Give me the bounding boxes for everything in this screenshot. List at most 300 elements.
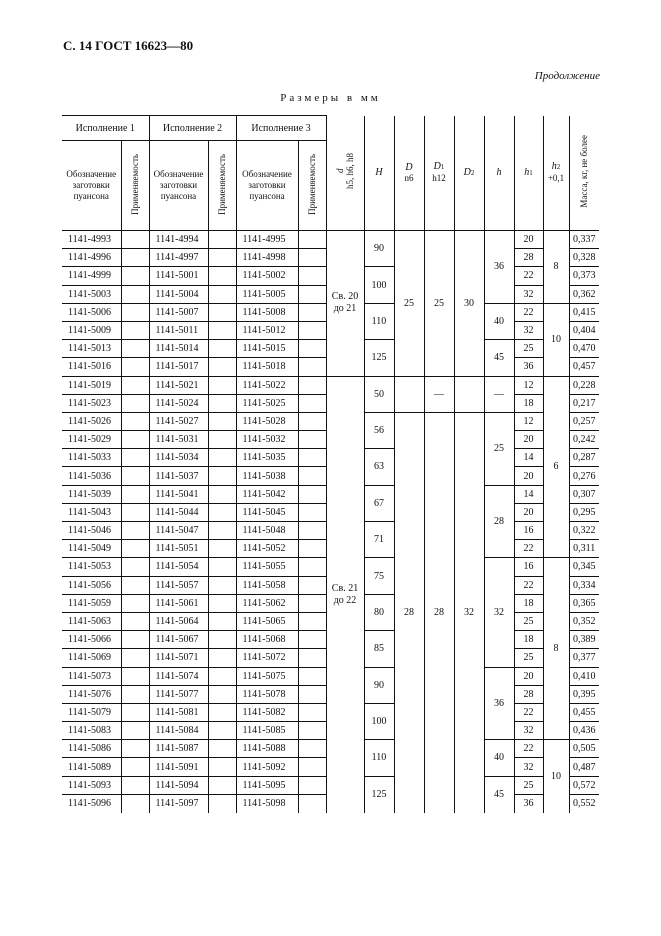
massa-cell: 0,322 <box>569 522 599 540</box>
code-ispolnenie-1: 1141-5039 <box>62 485 121 503</box>
primenyaemost-3 <box>298 249 326 267</box>
header-massa: Масса, кг, не более <box>569 116 599 231</box>
D2-cell: 30 <box>454 231 484 377</box>
h1-cell: 36 <box>514 794 543 812</box>
code-ispolnenie-3: 1141-5002 <box>236 267 298 285</box>
code-ispolnenie-2: 1141-5034 <box>149 449 208 467</box>
primenyaemost-1 <box>121 758 149 776</box>
primenyaemost-3 <box>298 321 326 339</box>
primenyaemost-1 <box>121 485 149 503</box>
code-ispolnenie-1: 1141-5013 <box>62 340 121 358</box>
h1-cell: 20 <box>514 231 543 249</box>
code-ispolnenie-3: 1141-4995 <box>236 231 298 249</box>
h1-cell: 22 <box>514 303 543 321</box>
page-header: С. 14 ГОСТ 16623—80 <box>63 38 194 53</box>
primenyaemost-2 <box>208 558 236 576</box>
massa-cell: 0,457 <box>569 358 599 376</box>
code-ispolnenie-1: 1141-5069 <box>62 649 121 667</box>
header-ispolnenie-3: Исполнение 3 <box>236 116 326 141</box>
primenyaemost-1 <box>121 685 149 703</box>
H-cell: 125 <box>364 340 394 376</box>
code-ispolnenie-2: 1141-5011 <box>149 321 208 339</box>
code-ispolnenie-1: 1141-4999 <box>62 267 121 285</box>
primenyaemost-1 <box>121 449 149 467</box>
primenyaemost-1 <box>121 540 149 558</box>
primenyaemost-2 <box>208 467 236 485</box>
h1-cell: 18 <box>514 394 543 412</box>
massa-cell: 0,362 <box>569 285 599 303</box>
primenyaemost-2 <box>208 722 236 740</box>
code-ispolnenie-2: 1141-5084 <box>149 722 208 740</box>
massa-cell: 0,352 <box>569 612 599 630</box>
code-ispolnenie-2: 1141-5021 <box>149 376 208 394</box>
primenyaemost-1 <box>121 558 149 576</box>
primenyaemost-2 <box>208 703 236 721</box>
code-ispolnenie-2: 1141-5017 <box>149 358 208 376</box>
h2-cell: 8 <box>543 231 569 304</box>
primenyaemost-1 <box>121 249 149 267</box>
massa-cell: 0,487 <box>569 758 599 776</box>
primenyaemost-3 <box>298 612 326 630</box>
H-cell: 110 <box>364 303 394 339</box>
primenyaemost-3 <box>298 740 326 758</box>
primenyaemost-1 <box>121 303 149 321</box>
dimensions-table <box>62 115 599 813</box>
primenyaemost-3 <box>298 522 326 540</box>
code-ispolnenie-2: 1141-4997 <box>149 249 208 267</box>
massa-cell: 0,436 <box>569 722 599 740</box>
massa-cell: 0,505 <box>569 740 599 758</box>
code-ispolnenie-3: 1141-5062 <box>236 594 298 612</box>
H-cell: 100 <box>364 267 394 303</box>
primenyaemost-2 <box>208 376 236 394</box>
D-cell <box>394 376 424 412</box>
code-ispolnenie-1: 1141-5086 <box>62 740 121 758</box>
massa-cell: 0,373 <box>569 267 599 285</box>
primenyaemost-1 <box>121 412 149 430</box>
primenyaemost-2 <box>208 667 236 685</box>
H-cell: 67 <box>364 485 394 521</box>
D-cell: 25 <box>394 231 424 377</box>
primenyaemost-2 <box>208 631 236 649</box>
primenyaemost-1 <box>121 794 149 812</box>
primenyaemost-2 <box>208 431 236 449</box>
primenyaemost-1 <box>121 394 149 412</box>
code-ispolnenie-3: 1141-5058 <box>236 576 298 594</box>
H-cell: 56 <box>364 412 394 448</box>
h1-cell: 36 <box>514 358 543 376</box>
primenyaemost-3 <box>298 485 326 503</box>
code-ispolnenie-1: 1141-5076 <box>62 685 121 703</box>
primenyaemost-2 <box>208 594 236 612</box>
code-ispolnenie-1: 1141-5029 <box>62 431 121 449</box>
header-H: H <box>364 116 394 231</box>
code-ispolnenie-3: 1141-5018 <box>236 358 298 376</box>
code-ispolnenie-1: 1141-5049 <box>62 540 121 558</box>
h-cell: 36 <box>484 667 514 740</box>
code-ispolnenie-3: 1141-5045 <box>236 503 298 521</box>
code-ispolnenie-3: 1141-5082 <box>236 703 298 721</box>
code-ispolnenie-2: 1141-5094 <box>149 776 208 794</box>
D-cell: 28 <box>394 412 424 812</box>
primenyaemost-2 <box>208 576 236 594</box>
code-ispolnenie-3: 1141-5095 <box>236 776 298 794</box>
code-ispolnenie-2: 1141-5014 <box>149 340 208 358</box>
code-ispolnenie-2: 1141-5091 <box>149 758 208 776</box>
header-h1: h1 <box>514 116 543 231</box>
primenyaemost-2 <box>208 685 236 703</box>
code-ispolnenie-3: 1141-5098 <box>236 794 298 812</box>
code-ispolnenie-1: 1141-5056 <box>62 576 121 594</box>
h1-cell: 14 <box>514 449 543 467</box>
primenyaemost-1 <box>121 467 149 485</box>
h-cell: 25 <box>484 412 514 485</box>
code-ispolnenie-2: 1141-5064 <box>149 612 208 630</box>
code-ispolnenie-3: 1141-5008 <box>236 303 298 321</box>
code-ispolnenie-2: 1141-5071 <box>149 649 208 667</box>
primenyaemost-3 <box>298 558 326 576</box>
code-ispolnenie-1: 1141-5016 <box>62 358 121 376</box>
code-ispolnenie-2: 1141-5074 <box>149 667 208 685</box>
primenyaemost-2 <box>208 449 236 467</box>
h-cell: 36 <box>484 231 514 304</box>
h1-cell: 22 <box>514 540 543 558</box>
massa-cell: 0,455 <box>569 703 599 721</box>
table-row <box>62 376 599 394</box>
header-oboznachenie-1: Обозначение заготовки пуансона <box>62 141 121 231</box>
primenyaemost-2 <box>208 267 236 285</box>
header-ispolnenie-1: Исполнение 1 <box>62 116 149 141</box>
code-ispolnenie-1: 1141-5043 <box>62 503 121 521</box>
primenyaemost-3 <box>298 303 326 321</box>
h1-cell: 32 <box>514 321 543 339</box>
h1-cell: 20 <box>514 667 543 685</box>
h2-cell: 6 <box>543 376 569 558</box>
primenyaemost-2 <box>208 522 236 540</box>
code-ispolnenie-1: 1141-5079 <box>62 703 121 721</box>
massa-cell: 0,307 <box>569 485 599 503</box>
dimensions-title: Размеры в мм <box>280 92 381 104</box>
primenyaemost-3 <box>298 758 326 776</box>
primenyaemost-1 <box>121 722 149 740</box>
code-ispolnenie-2: 1141-5001 <box>149 267 208 285</box>
primenyaemost-1 <box>121 267 149 285</box>
code-ispolnenie-2: 1141-5057 <box>149 576 208 594</box>
h1-cell: 20 <box>514 467 543 485</box>
header-d: d h5, h6, h8 <box>326 116 364 231</box>
primenyaemost-1 <box>121 376 149 394</box>
h1-cell: 22 <box>514 576 543 594</box>
primenyaemost-1 <box>121 231 149 249</box>
h1-cell: 25 <box>514 340 543 358</box>
primenyaemost-2 <box>208 303 236 321</box>
primenyaemost-2 <box>208 340 236 358</box>
code-ispolnenie-1: 1141-5089 <box>62 758 121 776</box>
H-cell: 80 <box>364 594 394 630</box>
h1-cell: 25 <box>514 612 543 630</box>
H-cell: 71 <box>364 522 394 558</box>
massa-cell: 0,389 <box>569 631 599 649</box>
primenyaemost-1 <box>121 740 149 758</box>
primenyaemost-3 <box>298 576 326 594</box>
h1-cell: 32 <box>514 285 543 303</box>
h-cell: 40 <box>484 740 514 776</box>
primenyaemost-3 <box>298 231 326 249</box>
code-ispolnenie-2: 1141-5031 <box>149 431 208 449</box>
primenyaemost-1 <box>121 631 149 649</box>
code-ispolnenie-3: 1141-5042 <box>236 485 298 503</box>
code-ispolnenie-1: 1141-5059 <box>62 594 121 612</box>
massa-cell: 0,415 <box>569 303 599 321</box>
primenyaemost-3 <box>298 631 326 649</box>
H-cell: 85 <box>364 631 394 667</box>
h1-cell: 18 <box>514 594 543 612</box>
massa-cell: 0,228 <box>569 376 599 394</box>
continuation-label: Продолжение <box>534 70 600 82</box>
primenyaemost-3 <box>298 358 326 376</box>
code-ispolnenie-2: 1141-4994 <box>149 231 208 249</box>
header-oboznachenie-2: Обозначение заготовки пуансона <box>149 141 208 231</box>
code-ispolnenie-3: 1141-5072 <box>236 649 298 667</box>
code-ispolnenie-3: 1141-5092 <box>236 758 298 776</box>
code-ispolnenie-1: 1141-5066 <box>62 631 121 649</box>
primenyaemost-2 <box>208 612 236 630</box>
code-ispolnenie-3: 1141-5012 <box>236 321 298 339</box>
H-cell: 63 <box>364 449 394 485</box>
D2-cell <box>454 376 484 412</box>
header-h2: h2 +0,1 <box>543 116 569 231</box>
header-ispolnenie-2: Исполнение 2 <box>149 116 236 141</box>
massa-cell: 0,287 <box>569 449 599 467</box>
h-cell: 45 <box>484 776 514 812</box>
h1-cell: 28 <box>514 249 543 267</box>
primenyaemost-3 <box>298 594 326 612</box>
h1-cell: 14 <box>514 485 543 503</box>
primenyaemost-1 <box>121 612 149 630</box>
h1-cell: 22 <box>514 703 543 721</box>
code-ispolnenie-3: 1141-5035 <box>236 449 298 467</box>
h1-cell: 32 <box>514 722 543 740</box>
code-ispolnenie-3: 1141-5085 <box>236 722 298 740</box>
code-ispolnenie-1: 1141-5006 <box>62 303 121 321</box>
primenyaemost-2 <box>208 503 236 521</box>
code-ispolnenie-3: 1141-5038 <box>236 467 298 485</box>
D1-cell: — <box>424 376 454 412</box>
primenyaemost-1 <box>121 594 149 612</box>
code-ispolnenie-2: 1141-5054 <box>149 558 208 576</box>
h-cell: 45 <box>484 340 514 376</box>
massa-cell: 0,334 <box>569 576 599 594</box>
code-ispolnenie-3: 1141-5028 <box>236 412 298 430</box>
primenyaemost-2 <box>208 776 236 794</box>
massa-cell: 0,328 <box>569 249 599 267</box>
table-row <box>62 231 599 249</box>
h1-cell: 25 <box>514 776 543 794</box>
h1-cell: 12 <box>514 412 543 430</box>
code-ispolnenie-3: 1141-5032 <box>236 431 298 449</box>
header-D1: D1 h12 <box>424 116 454 231</box>
code-ispolnenie-2: 1141-5044 <box>149 503 208 521</box>
primenyaemost-1 <box>121 431 149 449</box>
H-cell: 50 <box>364 376 394 412</box>
H-cell: 75 <box>364 558 394 594</box>
primenyaemost-3 <box>298 794 326 812</box>
primenyaemost-1 <box>121 503 149 521</box>
H-cell: 90 <box>364 231 394 267</box>
code-ispolnenie-2: 1141-5041 <box>149 485 208 503</box>
massa-cell: 0,365 <box>569 594 599 612</box>
primenyaemost-2 <box>208 394 236 412</box>
h-cell: 32 <box>484 558 514 667</box>
h2-cell: 8 <box>543 558 569 740</box>
primenyaemost-2 <box>208 249 236 267</box>
code-ispolnenie-3: 1141-5055 <box>236 558 298 576</box>
primenyaemost-1 <box>121 667 149 685</box>
code-ispolnenie-2: 1141-5087 <box>149 740 208 758</box>
primenyaemost-3 <box>298 412 326 430</box>
primenyaemost-2 <box>208 540 236 558</box>
primenyaemost-2 <box>208 794 236 812</box>
header-primenyaemost-2: Применяемость <box>208 141 236 231</box>
primenyaemost-3 <box>298 467 326 485</box>
primenyaemost-2 <box>208 649 236 667</box>
code-ispolnenie-1: 1141-5003 <box>62 285 121 303</box>
primenyaemost-2 <box>208 358 236 376</box>
code-ispolnenie-1: 1141-5046 <box>62 522 121 540</box>
h1-cell: 16 <box>514 522 543 540</box>
massa-cell: 0,257 <box>569 412 599 430</box>
primenyaemost-2 <box>208 740 236 758</box>
H-cell: 100 <box>364 703 394 739</box>
primenyaemost-3 <box>298 503 326 521</box>
code-ispolnenie-1: 1141-5023 <box>62 394 121 412</box>
code-ispolnenie-1: 1141-5036 <box>62 467 121 485</box>
code-ispolnenie-2: 1141-5097 <box>149 794 208 812</box>
primenyaemost-3 <box>298 394 326 412</box>
code-ispolnenie-3: 1141-5022 <box>236 376 298 394</box>
massa-cell: 0,276 <box>569 467 599 485</box>
h1-cell: 22 <box>514 267 543 285</box>
code-ispolnenie-3: 1141-4998 <box>236 249 298 267</box>
h-cell: — <box>484 376 514 412</box>
D1-cell: 25 <box>424 231 454 377</box>
code-ispolnenie-1: 1141-4996 <box>62 249 121 267</box>
H-cell: 90 <box>364 667 394 703</box>
code-ispolnenie-2: 1141-5027 <box>149 412 208 430</box>
code-ispolnenie-3: 1141-5068 <box>236 631 298 649</box>
massa-cell: 0,345 <box>569 558 599 576</box>
primenyaemost-1 <box>121 649 149 667</box>
header-oboznachenie-3: Обозначение заготовки пуансона <box>236 141 298 231</box>
primenyaemost-3 <box>298 776 326 794</box>
primenyaemost-1 <box>121 576 149 594</box>
massa-cell: 0,337 <box>569 231 599 249</box>
h-cell: 28 <box>484 485 514 558</box>
code-ispolnenie-1: 1141-5009 <box>62 321 121 339</box>
h1-cell: 12 <box>514 376 543 394</box>
code-ispolnenie-1: 1141-5019 <box>62 376 121 394</box>
primenyaemost-3 <box>298 722 326 740</box>
code-ispolnenie-2: 1141-5067 <box>149 631 208 649</box>
massa-cell: 0,552 <box>569 794 599 812</box>
code-ispolnenie-2: 1141-5007 <box>149 303 208 321</box>
code-ispolnenie-1: 1141-5073 <box>62 667 121 685</box>
code-ispolnenie-1: 1141-4993 <box>62 231 121 249</box>
h-cell: 40 <box>484 303 514 339</box>
massa-cell: 0,377 <box>569 649 599 667</box>
massa-cell: 0,242 <box>569 431 599 449</box>
h1-cell: 25 <box>514 649 543 667</box>
code-ispolnenie-1: 1141-5033 <box>62 449 121 467</box>
code-ispolnenie-2: 1141-5077 <box>149 685 208 703</box>
h1-cell: 28 <box>514 685 543 703</box>
primenyaemost-3 <box>298 703 326 721</box>
primenyaemost-3 <box>298 540 326 558</box>
code-ispolnenie-3: 1141-5075 <box>236 667 298 685</box>
primenyaemost-3 <box>298 267 326 285</box>
massa-cell: 0,395 <box>569 685 599 703</box>
code-ispolnenie-1: 1141-5093 <box>62 776 121 794</box>
H-cell: 125 <box>364 776 394 812</box>
massa-cell: 0,217 <box>569 394 599 412</box>
code-ispolnenie-3: 1141-5015 <box>236 340 298 358</box>
code-ispolnenie-3: 1141-5052 <box>236 540 298 558</box>
massa-cell: 0,404 <box>569 321 599 339</box>
primenyaemost-3 <box>298 667 326 685</box>
code-ispolnenie-2: 1141-5081 <box>149 703 208 721</box>
H-cell: 110 <box>364 740 394 776</box>
h1-cell: 16 <box>514 558 543 576</box>
primenyaemost-1 <box>121 321 149 339</box>
code-ispolnenie-3: 1141-5065 <box>236 612 298 630</box>
code-ispolnenie-2: 1141-5047 <box>149 522 208 540</box>
primenyaemost-2 <box>208 412 236 430</box>
massa-cell: 0,470 <box>569 340 599 358</box>
code-ispolnenie-2: 1141-5024 <box>149 394 208 412</box>
primenyaemost-1 <box>121 340 149 358</box>
primenyaemost-2 <box>208 485 236 503</box>
massa-cell: 0,311 <box>569 540 599 558</box>
h2-cell: 10 <box>543 740 569 813</box>
primenyaemost-1 <box>121 285 149 303</box>
massa-cell: 0,295 <box>569 503 599 521</box>
code-ispolnenie-2: 1141-5061 <box>149 594 208 612</box>
code-ispolnenie-1: 1141-5026 <box>62 412 121 430</box>
D1-cell: 28 <box>424 412 454 812</box>
D2-cell: 32 <box>454 412 484 812</box>
massa-cell: 0,572 <box>569 776 599 794</box>
primenyaemost-2 <box>208 321 236 339</box>
code-ispolnenie-3: 1141-5025 <box>236 394 298 412</box>
header-D: D n6 <box>394 116 424 231</box>
header-D2: D2 <box>454 116 484 231</box>
code-ispolnenie-1: 1141-5096 <box>62 794 121 812</box>
primenyaemost-1 <box>121 703 149 721</box>
header-h: h <box>484 116 514 231</box>
code-ispolnenie-1: 1141-5053 <box>62 558 121 576</box>
code-ispolnenie-2: 1141-5004 <box>149 285 208 303</box>
primenyaemost-3 <box>298 376 326 394</box>
h1-cell: 22 <box>514 740 543 758</box>
massa-cell: 0,410 <box>569 667 599 685</box>
primenyaemost-2 <box>208 285 236 303</box>
h1-cell: 20 <box>514 503 543 521</box>
primenyaemost-1 <box>121 358 149 376</box>
primenyaemost-3 <box>298 649 326 667</box>
primenyaemost-3 <box>298 340 326 358</box>
header-primenyaemost-3: Применяемость <box>298 141 326 231</box>
code-ispolnenie-1: 1141-5083 <box>62 722 121 740</box>
